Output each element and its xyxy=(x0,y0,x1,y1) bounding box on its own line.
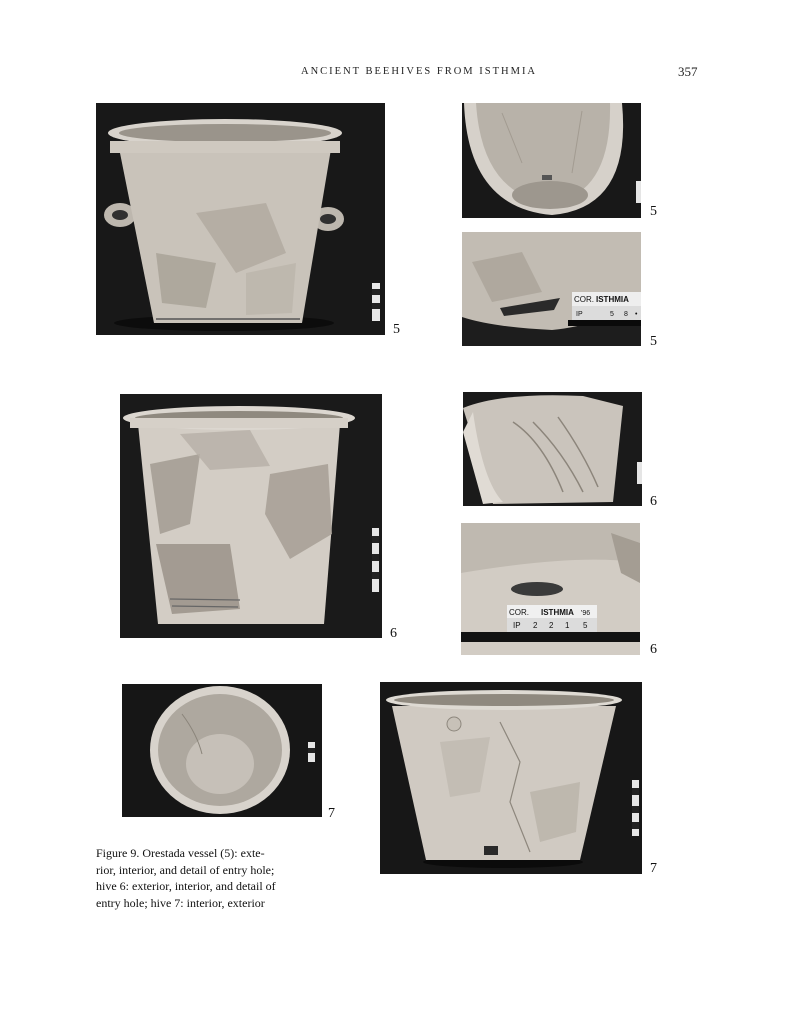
figure-label-6c: 6 xyxy=(650,642,657,657)
scale-sign-5-cell-1: 5 xyxy=(610,311,614,318)
figure-caption xyxy=(96,845,296,911)
photo-vessel-5-exterior xyxy=(96,103,385,335)
scale-sign-6-cell-4: 5 xyxy=(583,621,588,630)
hive-7-exterior-illustration xyxy=(380,682,642,874)
photo-hive-6-interior xyxy=(463,392,642,506)
scale-sign-5-prefix: COR. xyxy=(574,295,594,304)
figure-label-7b: 7 xyxy=(650,861,657,876)
running-head: ANCIENT BEEHIVES FROM ISTHMIA xyxy=(301,66,538,77)
scale-sign-6-cell-3: 1 xyxy=(565,621,570,630)
photo-hive-6-exterior xyxy=(120,394,382,638)
scale-sign-6-cell-0: IP xyxy=(513,621,521,630)
vessel-5-entry-hole-illustration xyxy=(462,232,641,346)
scale-sign-5-cell-2: 8 xyxy=(624,311,628,318)
caption-line-1: Figure 9. Orestada vessel (5): exte- xyxy=(96,846,265,860)
photo-hive-7-exterior xyxy=(380,682,642,874)
scale-sign-6-suffix: '96 xyxy=(581,610,591,617)
figure-label-7a: 7 xyxy=(328,806,335,821)
photo-vessel-5-interior xyxy=(462,103,641,218)
hive-6-exterior-illustration xyxy=(120,394,382,638)
scale-sign-6-cell-2: 2 xyxy=(549,621,554,630)
vessel-5-interior-illustration xyxy=(462,103,641,218)
page-number: 357 xyxy=(678,64,698,79)
figure-label-6a: 6 xyxy=(390,626,397,641)
scale-sign-5-title: ISTHMIA xyxy=(596,295,629,304)
hive-6-interior-illustration xyxy=(463,392,642,506)
vessel-5-exterior-illustration xyxy=(96,103,385,335)
hive-7-interior-illustration xyxy=(122,684,322,817)
figure-label-5b: 5 xyxy=(650,204,657,219)
caption-line-2: rior, interior, and detail of entry hole; xyxy=(96,862,275,877)
caption-line-3: hive 6: exterior, interior, and detail of xyxy=(96,879,276,894)
hive-6-entry-hole-illustration xyxy=(461,523,640,655)
figure-label-5c: 5 xyxy=(650,334,657,349)
scale-sign-6-cell-1: 2 xyxy=(533,621,538,630)
caption-line-4: entry hole; hive 7: interior, exterior xyxy=(96,895,265,910)
scale-sign-5-cell-0: IP xyxy=(576,311,583,318)
photo-vessel-5-entry-hole xyxy=(462,232,641,346)
scale-sign-6-title: ISTHMIA xyxy=(541,608,574,617)
photo-hive-6-entry-hole xyxy=(461,523,640,655)
scale-sign-5-cell-3: • xyxy=(635,311,638,318)
photo-hive-7-interior xyxy=(122,684,322,817)
figure-label-5a: 5 xyxy=(393,322,400,337)
scale-sign-6-prefix: COR. xyxy=(509,608,529,617)
figure-label-6b: 6 xyxy=(650,494,657,509)
